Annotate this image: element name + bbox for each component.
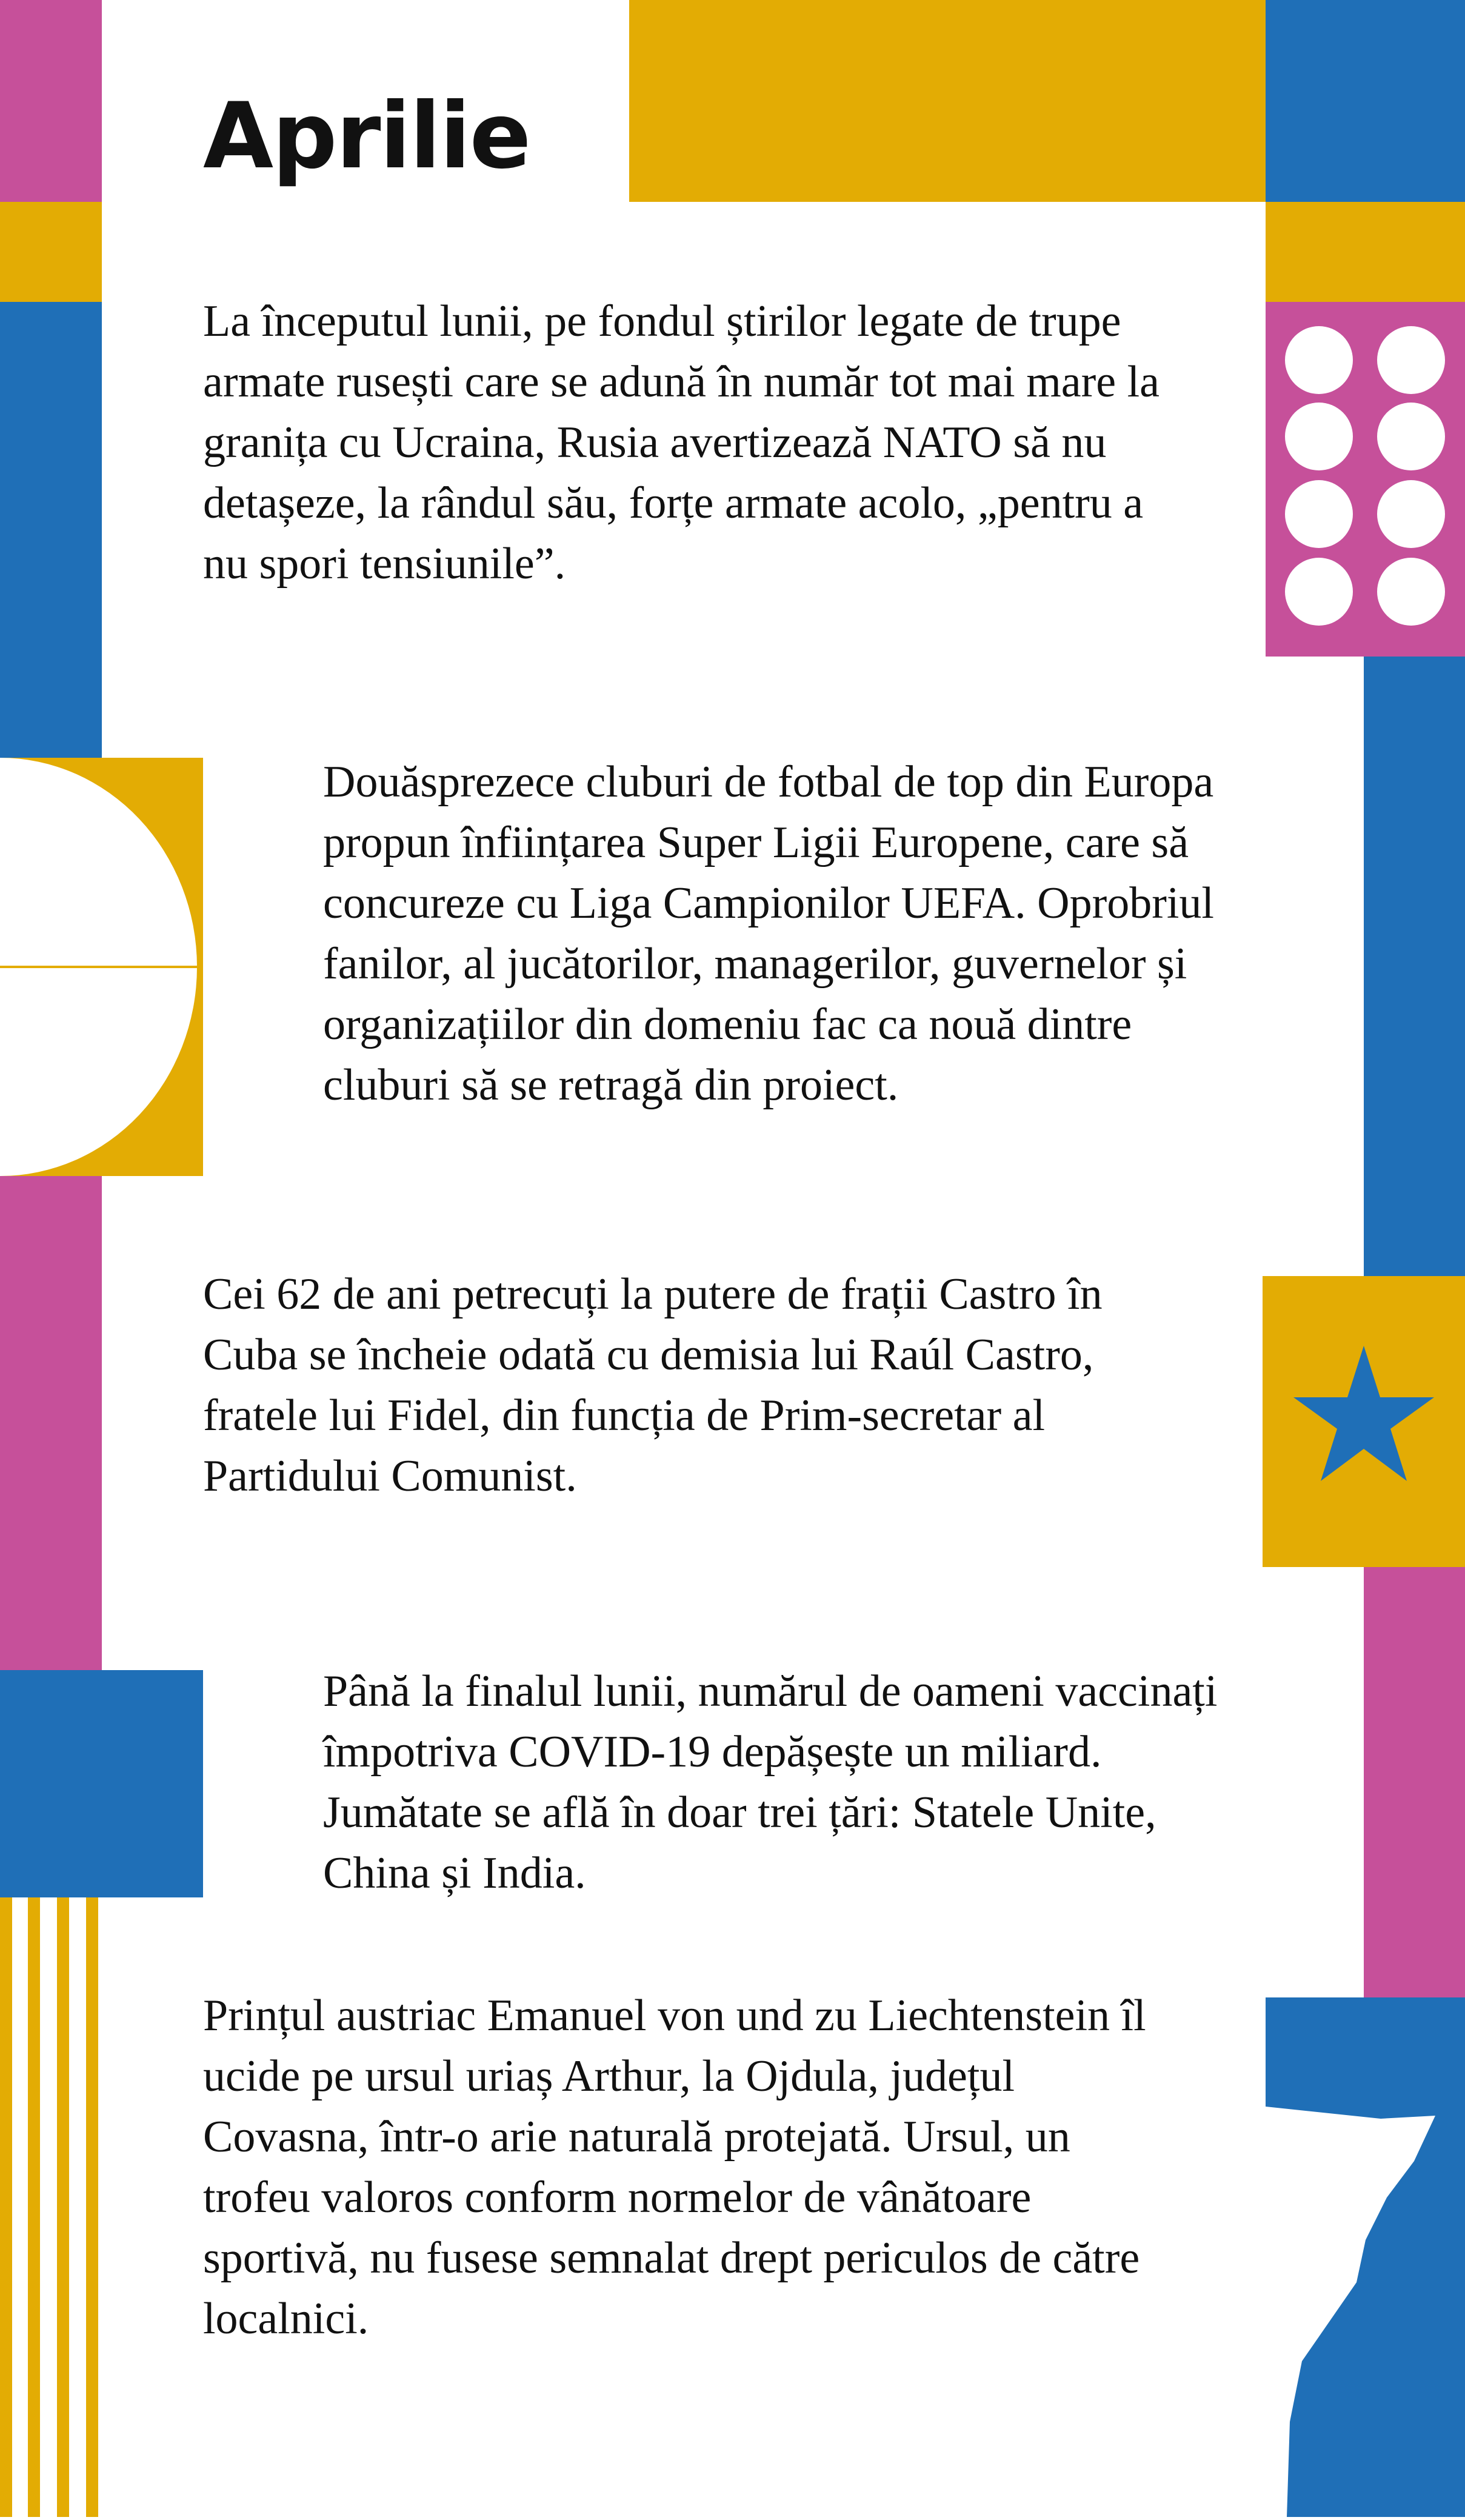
page-title: Aprilie <box>203 84 530 189</box>
left-pink-block-middle <box>0 1176 102 1670</box>
right-blue-block-top <box>1266 0 1465 202</box>
star-icon <box>1263 1276 1465 1567</box>
dots-grid-icon <box>1266 302 1465 657</box>
left-yellow-block <box>0 202 102 302</box>
paragraph-vaccination: Până la finalul lunii, numărul de oameni vaccinați împotriva COVID-19 depășește un miliard. Jumătate se află în doar trei țări: Statele Unite, China și India. <box>323 1666 1218 1898</box>
stripes-icon <box>0 1897 102 2517</box>
paragraph-russia-nato: La începutul lunii, pe fondul știrilor legate de trupe armate rusești care se adună în număr tot mai mare la granița cu Ucraina, Rusia avertizează NATO să nu detașeze, la rândul său, forțe armate acolo, „pentru a nu spori tensiunile”. <box>203 296 1160 589</box>
paragraph-bear-arthur: Prințul austriac Emanuel von und zu Liechtenstein îl ucide pe ursul uriaș Arthur, la Ojdula, județul Covasna, într-o arie naturală protejată. Ursul, un trofeu valoros conform normelor de vânătoare sportivă, nu fusese semnalat drept periculos de către localnici. <box>203 1991 1146 2344</box>
left-blue-block <box>0 302 102 758</box>
top-yellow-bar <box>629 0 1266 202</box>
paragraph-super-league: Douăsprezece cluburi de fotbal de top din Europa propun înființarea Super Ligii Europene, care să concureze cu Liga Campionilor UEFA. Oprobriul fanilor, al jucătorilor, managerilor, guvernelor și organizațiilor din domeniu fac ca nouă dintre cluburi să se retragă din proiect. <box>323 757 1214 1110</box>
right-pink-strip <box>1364 1567 1465 1997</box>
right-blue-strip <box>1364 657 1465 1276</box>
left-blue-square <box>0 1670 203 1897</box>
right-yellow-block <box>1266 202 1465 302</box>
torn-blue-shape <box>1266 1997 1465 2517</box>
half-circle-icon <box>0 758 203 1176</box>
left-pink-block-top <box>0 0 102 202</box>
paragraph-castro: Cei 62 de ani petrecuți la putere de frații Castro în Cuba se încheie odată cu demisia lui Raúl Castro, fratele lui Fidel, din funcția de Prim-secretar al Partidului Comunist. <box>203 1269 1103 1501</box>
